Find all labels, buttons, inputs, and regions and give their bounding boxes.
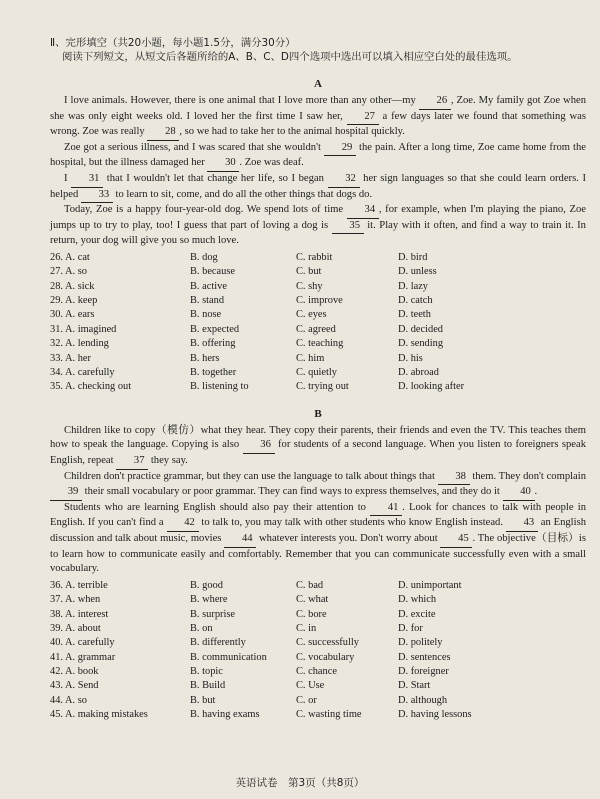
option-row: 34. A. carefully B. together C. quietly D. abroad [50, 366, 439, 378]
blank-28: 28 [147, 125, 179, 141]
blank-26: 26 [419, 94, 451, 110]
option-row: 32. A. lending B. offering C. teaching D. sending [50, 338, 444, 350]
section-title: Ⅱ、完形填空（共20小题，每小题1.5分，满分30分） [50, 37, 296, 49]
blank-39: 39 [50, 485, 82, 501]
blank-32: 32 [328, 172, 360, 188]
blank-41: 41 [370, 501, 402, 517]
section-instruction: 阅读下列短文，从短文后各题所给的A、B、C、D四个选项中选出可以填入相应空白处的最佳选项。 [62, 51, 518, 64]
option-row: 36. A. terrible B. good C. bad D. unimportant [50, 579, 462, 591]
blank-40: 40 [503, 485, 535, 501]
blank-27: 27 [347, 110, 379, 126]
option-row: 45. A. making mistakes B. having exams C. wasting time D. having lessons [50, 709, 472, 721]
option-row: 42. A. book B. topic C. chance D. foreigner [50, 666, 449, 677]
option-row: 38. A. interest B. surprise C. bore D. excite [50, 608, 436, 620]
option-row: 29. A. keep B. stand C. improve D. catch [50, 295, 433, 307]
option-row: 30. A. ears B. nose C. eyes D. teeth [50, 309, 431, 321]
passage-b-title: B [314, 407, 322, 420]
passage-a-paragraph-1: I love animals. However, there is one animal that I love more than any other—my 26 , Zoe. My family got Zoe when she was only eight weeks old. I loved her the first time I saw her, 27 a few days later we found that something was wrong. Zoe was really 28 , so we had to take her to the animal hospital quickly. [50, 94, 586, 141]
blank-35: 35 [332, 219, 364, 235]
page-footer: 英语试卷 第3页（共8页） [235, 777, 365, 789]
option-row: 40. A. carefully B. differently C. successfully D. politely [50, 637, 443, 649]
blank-44: 44 [224, 532, 256, 548]
passage-b-paragraph-1: Children like to copy（模仿）what they hear. They copy their parents, their friends and even the TV. This teaches them how to speak the language. Copying is also 36 for students of a second language. When you listen to foreigners speak English, repeat 37 they say. [50, 424, 586, 470]
option-row: 41. A. grammar B. communication C. vocabulary D. sentences [50, 651, 451, 663]
blank-37: 37 [116, 454, 148, 470]
blank-36: 36 [243, 438, 275, 454]
blank-29: 29 [324, 141, 356, 157]
passage-a-title: A [314, 77, 322, 90]
blank-42: 42 [167, 516, 199, 532]
blank-30: 30 [207, 156, 239, 172]
passage-b-paragraph-2: Children don't practice grammar, but they can use the language to talk about things that 38 them. They don't complain 39 their small vocabulary or poor grammar. They can find ways to express themselves, and they do it 40 . [50, 470, 586, 501]
option-row: 44. A. so B. but C. or D. although [50, 694, 448, 706]
option-row: 39. A. about B. on C. in D. for [50, 622, 423, 634]
blank-45: 45 [440, 532, 472, 548]
blank-38: 38 [438, 470, 470, 486]
passage-a-paragraph-2: Zoe got a serious illness, and I was scared that she wouldn't 29 the pain. After a long time, Zoe came home from the hospital, but the illness damaged her 30 . Zoe was deaf. [50, 141, 586, 172]
options-b-table [50, 579, 550, 723]
option-row: 26. A. cat B. dog C. rabbit D. bird [50, 251, 428, 263]
blank-34: 34 [347, 203, 379, 219]
option-row: 35. A. checking out B. listening to C. trying out D. looking after [50, 381, 465, 393]
passage-a-paragraph-4: Today, Zoe is a happy four-year-old dog. We spend lots of time 34 , for example, when I'm playing the piano, Zoe jumps up to try to play, too! I guess that part of loving a dog is 35 it. Play with it often, and find a way to train it. In return, your dog will give you so much love. [50, 204, 586, 247]
blank-31: 31 [71, 172, 103, 188]
option-row: 43. A. Send B. Build C. Use D. Start [50, 680, 431, 692]
option-row: 28. A. sick B. active C. shy D. lazy [50, 280, 429, 292]
option-row: 37. A. when B. where C. what D. which [50, 594, 437, 606]
passage-a-paragraph-3: I 31 that I wouldn't let that change her life, so I began 32 her sign languages so that she could learn orders. I helped 33 to learn to sit, come, and do all the other things that dogs do. [50, 172, 586, 203]
option-row: 31. A. imagined B. expected C. agreed D. decided [50, 323, 444, 335]
passage-b-paragraph-3: Students who are learning English should also pay their attention to 41 . Look for chances to talk with people in English. If you can't find a 42 to talk to, you may talk with other students who know English instead. 43 an English discussion and talk about music, movies 44 whatever interests you. Don't worry about 45 . The objective（目标）is to learn how to communicate easily and comfortably. Remember that you can communicate successfully even with a small vocabulary. [50, 501, 587, 575]
option-row: 33. A. her B. hers C. him D. his [50, 352, 423, 364]
blank-43: 43 [506, 516, 538, 532]
options-a-table [50, 251, 550, 395]
blank-33: 33 [81, 188, 113, 204]
option-row: 27. A. so B. because C. but D. unless [50, 266, 437, 278]
